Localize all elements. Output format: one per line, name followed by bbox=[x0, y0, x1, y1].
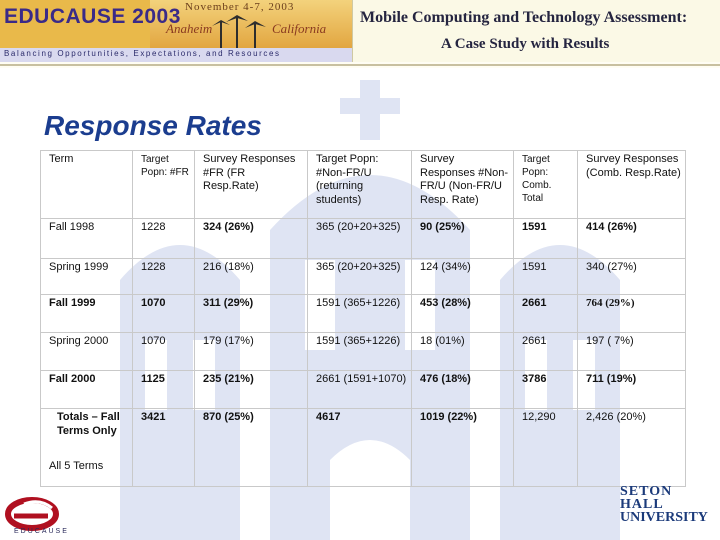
table-header-row bbox=[41, 151, 686, 219]
cell-nonfr: 4617 bbox=[308, 409, 412, 487]
educause-logo-label: EDUCAUSE bbox=[14, 528, 69, 535]
university-line2: HALL bbox=[620, 497, 664, 512]
cell-fr-resp: 235 (21%) bbox=[195, 371, 308, 409]
table-row bbox=[41, 333, 686, 371]
palm-trees-icon bbox=[212, 12, 272, 48]
cell-total: 3786 bbox=[514, 371, 578, 409]
cell-term: Fall 1999 bbox=[41, 295, 133, 333]
cell-fr-resp: 311 (29%) bbox=[195, 295, 308, 333]
cell-comb-value: 764 (29%) bbox=[586, 297, 635, 309]
conference-title: EDUCAUSE 2003 bbox=[4, 5, 181, 28]
cell-term: Spring 2000 bbox=[41, 333, 133, 371]
response-rates-table bbox=[40, 150, 686, 487]
cell-term bbox=[41, 409, 133, 487]
totals-footnote: All 5 Terms bbox=[49, 460, 104, 472]
cell-fr: 1070 bbox=[133, 333, 195, 371]
table-row bbox=[41, 371, 686, 409]
presentation-subtitle: A Case Study with Results bbox=[441, 36, 610, 52]
cell-fr-resp: 324 (26%) bbox=[195, 219, 308, 259]
state-name: California bbox=[272, 21, 327, 36]
cell-nonfr: 2661 (1591+1070) bbox=[308, 371, 412, 409]
conference-dates: November 4-7, 2003 bbox=[185, 1, 295, 13]
cell-fr: 1125 bbox=[133, 371, 195, 409]
cell-nonfr-resp: 476 (18%) bbox=[412, 371, 514, 409]
cell-nonfr-resp: 124 (34%) bbox=[412, 259, 514, 295]
slide-title: Response Rates bbox=[44, 110, 262, 141]
cell-comb bbox=[578, 295, 686, 333]
header-term: Term bbox=[41, 151, 133, 219]
header-responses-combined: Survey Responses (Comb. Resp.Rate) bbox=[578, 151, 686, 219]
cell-fr: 3421 bbox=[133, 409, 195, 487]
cell-term: Fall 2000 bbox=[41, 371, 133, 409]
cell-fr: 1070 bbox=[133, 295, 195, 333]
cell-total: 1591 bbox=[514, 219, 578, 259]
city-name: Anaheim bbox=[166, 21, 213, 36]
cell-term: Spring 1999 bbox=[41, 259, 133, 295]
cell-comb: 2,426 (20%) bbox=[578, 409, 686, 487]
presentation-title: Mobile Computing and Technology Assessment: bbox=[360, 9, 688, 26]
header-divider bbox=[0, 64, 720, 66]
cell-term: Fall 1998 bbox=[41, 219, 133, 259]
cell-nonfr: 1591 (365+1226) bbox=[308, 295, 412, 333]
table-row bbox=[41, 409, 686, 487]
university-line1: SETON bbox=[620, 484, 673, 499]
cell-nonfr: 365 (20+20+325) bbox=[308, 259, 412, 295]
header-target-total: Target Popn: Comb. Total bbox=[514, 151, 578, 219]
cell-total: 2661 bbox=[514, 333, 578, 371]
cell-comb: 197 ( 7%) bbox=[578, 333, 686, 371]
cell-nonfr-resp: 90 (25%) bbox=[412, 219, 514, 259]
cell-fr: 1228 bbox=[133, 259, 195, 295]
cell-total: 12,290 bbox=[514, 409, 578, 487]
cell-comb: 711 (19%) bbox=[578, 371, 686, 409]
cell-comb: 340 (27%) bbox=[578, 259, 686, 295]
cell-nonfr-resp: 1019 (22%) bbox=[412, 409, 514, 487]
table-row bbox=[41, 219, 686, 259]
cell-nonfr-resp: 453 (28%) bbox=[412, 295, 514, 333]
header-target-nonfr: Target Popn: #Non-FR/U (returning students) bbox=[308, 151, 412, 219]
seton-hall-logo bbox=[620, 484, 718, 540]
totals-label: Totals – Fall Terms Only bbox=[57, 411, 120, 437]
cell-fr-resp: 179 (17%) bbox=[195, 333, 308, 371]
cell-fr: 1228 bbox=[133, 219, 195, 259]
cell-nonfr-resp: 18 (01%) bbox=[412, 333, 514, 371]
cell-fr-resp: 870 (25%) bbox=[195, 409, 308, 487]
cell-nonfr: 1591 (365+1226) bbox=[308, 333, 412, 371]
cell-nonfr: 365 (20+20+325) bbox=[308, 219, 412, 259]
cell-fr-resp: 216 (18%) bbox=[195, 259, 308, 295]
header-responses-nonfr: Survey Responses #Non-FR/U (Non-FR/U Resp. Rate) bbox=[412, 151, 514, 219]
header-target-fr: Target Popn: #FR bbox=[133, 151, 195, 219]
conference-tagline: Balancing Opportunities, Expectations, and Resources bbox=[4, 49, 281, 58]
cell-total: 1591 bbox=[514, 259, 578, 295]
university-line3: UNIVERSITY bbox=[620, 510, 708, 525]
cell-comb: 414 (26%) bbox=[578, 219, 686, 259]
table-row bbox=[41, 295, 686, 333]
table-row bbox=[41, 259, 686, 295]
header-responses-fr: Survey Responses #FR (FR Resp.Rate) bbox=[195, 151, 308, 219]
cell-total: 2661 bbox=[514, 295, 578, 333]
